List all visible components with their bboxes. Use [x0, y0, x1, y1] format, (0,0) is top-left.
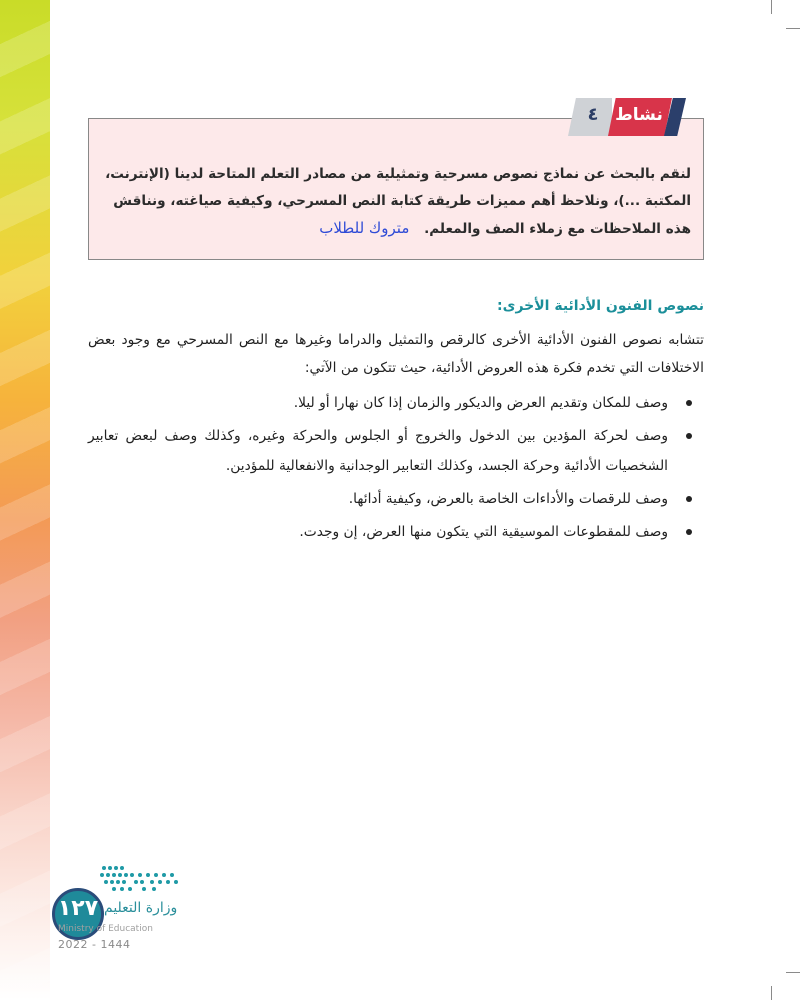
list-item [88, 421, 704, 481]
student-note: متروك للطلاب [319, 219, 410, 237]
activity-box [88, 118, 704, 260]
bullet-dot-icon [686, 496, 692, 502]
crop-mark-bottom-right-h [786, 972, 800, 973]
list-item [88, 517, 704, 547]
crop-mark-top-right-v [771, 0, 772, 14]
section-intro: تتشابه نصوص الفنون الأدائية الأخرى كالرقص والتمثيل والدراما وغيرها مع النص المسرحي مع وجود بعض الاختلافات التي تخدم فكرة هذه العروض الأدائية، حيث تتكون من الآتي: [88, 332, 704, 376]
ministry-name-english: Ministry of Education [58, 924, 153, 934]
section-title: نصوص الفنون الأدائية الأخرى: [497, 298, 704, 314]
crop-mark-bottom-right-v [771, 986, 772, 1000]
bullet-list [88, 388, 704, 550]
bullet-dot-icon [686, 529, 692, 535]
list-item [88, 388, 704, 418]
activity-label: نشاط [615, 105, 663, 125]
activity-tab [568, 98, 688, 136]
page-number: ١٢٧ [57, 896, 99, 921]
list-item [88, 484, 704, 514]
list-item-text: وصف للرقصات والأداءات الخاصة بالعرض، وكيفية أدائها. [348, 491, 668, 507]
decorative-side-stripe [0, 0, 50, 1000]
bullet-dot-icon [686, 433, 692, 439]
list-item-text: وصف للمقطوعات الموسيقية التي يتكون منها العرض، إن وجدت. [299, 524, 668, 540]
edition-year: 2022 - 1444 [58, 938, 131, 951]
list-item-text: وصف لحركة المؤدين بين الدخول والخروج أو الجلوس والحركة وغيره، وكذلك وصف لبعض تعابير الشخصيات الأدائية وحركة الجسد، وكذلك التعابير الوجدانية والانفعالية للمؤدين. [88, 428, 668, 474]
activity-text: لنقم بالبحث عن نماذج نصوص مسرحية وتمثيلية من مصادر التعلم المتاحة لدينا (الإنترنت، المكتبة ...)، ونلاحظ أهم مميزات طريقة كتابة النص المسرحي، وكيفية صياغته، ونناقش هذه الملاحظات مع زملاء الصف والمعلم. [105, 166, 691, 237]
bullet-dot-icon [686, 400, 692, 406]
crop-mark-top-right-h [786, 28, 800, 29]
activity-number: ٤ [587, 104, 599, 125]
ministry-logo-dots-icon [96, 862, 186, 898]
activity-instructions [95, 161, 691, 243]
ministry-name-arabic: وزارة التعليم [104, 900, 178, 916]
list-item-text: وصف للمكان وتقديم العرض والديكور والزمان إذا كان نهارا أو ليلا. [293, 395, 668, 411]
